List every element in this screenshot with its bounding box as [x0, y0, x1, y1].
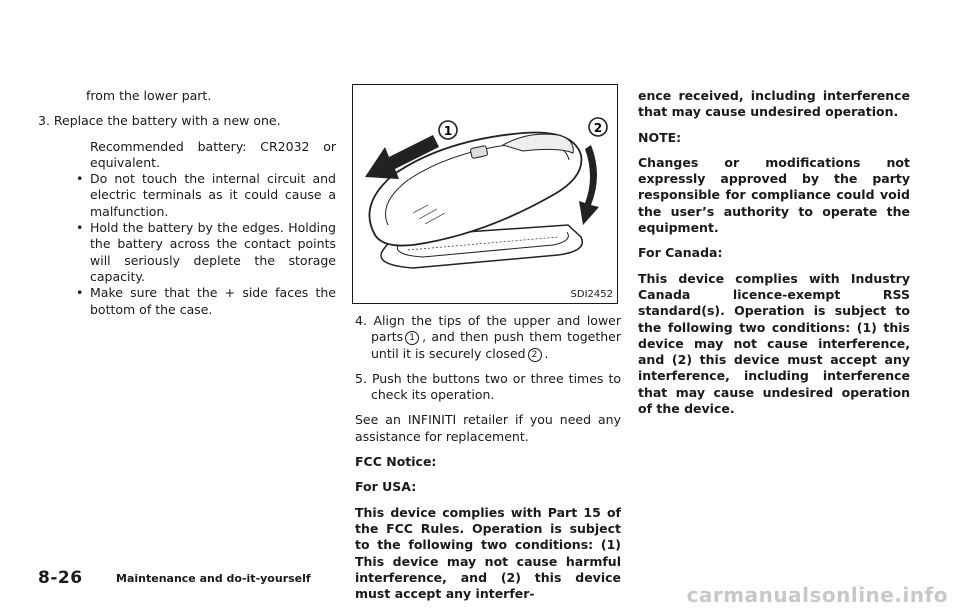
step-3: 3. Replace the battery with a new one.: [38, 113, 281, 129]
step-4-text-b: , and then push them together until it is securely closed: [371, 329, 621, 361]
step-5: 5. Push the buttons two or three times to check its operation.: [355, 370, 621, 403]
svg-text:1: 1: [443, 124, 453, 138]
section-title: Maintenance and do-it-yourself: [116, 572, 311, 585]
figure-code: SDI2452: [570, 289, 613, 300]
callout-2-icon: 2: [528, 348, 542, 362]
battery-case-illustration: [352, 84, 618, 304]
retailer-text: See an INFINITI retailer if you need any assistance for replacement.: [355, 412, 621, 444]
bullet-item: • Make sure that the + side faces the bottom of the case.: [38, 285, 336, 318]
step-4: [355, 313, 621, 362]
column-middle: [355, 313, 621, 602]
for-usa-heading: For USA:: [355, 479, 417, 495]
key-fob-drawing: [353, 85, 616, 285]
bullet-item: • Hold the battery by the edges. Holding the battery across the contact points will seriously deplete the storage capacity.: [38, 220, 336, 285]
page-number: 8-26: [38, 568, 83, 588]
continued-text: from the lower part.: [86, 88, 212, 103]
step-4-text-c: .: [544, 345, 549, 361]
callout-1-icon: [439, 121, 457, 139]
svg-text:2: 2: [593, 121, 603, 135]
fcc-notice-heading: FCC Notice:: [355, 454, 437, 470]
column-right: [638, 88, 910, 417]
column-left: [38, 88, 336, 318]
callout-1-icon: 1: [405, 331, 419, 345]
canada-compliance-text: This device complies with Industry Canada licence-exempt RSS standard(s). Operation is subject to the following two conditions: (1) this device may not cause interference, and (2) this device must accept any interference, including interference that may cause undesired operation of the device.: [638, 270, 910, 417]
step-4-text-a: 4. Align the tips of the upper and lower parts: [355, 313, 621, 345]
bullet-item: • Do not touch the internal circuit and electric terminals as it could cause a malfunction.: [38, 171, 336, 220]
recommended-battery: Recommended battery: CR2032 or equivalent.: [90, 138, 336, 170]
watermark: carmanualsonline.info: [686, 583, 948, 607]
for-canada-heading: For Canada:: [638, 245, 723, 261]
continued-compliance-text: ence received, including interference that may cause undesired operation.: [638, 88, 910, 120]
note-heading: NOTE:: [638, 129, 682, 145]
note-text: Changes or modifications not expressly approved by the party responsible for compliance could void the user’s authority to operate the equipment.: [638, 154, 910, 236]
callout-2-icon: [589, 118, 607, 136]
usa-compliance-text: This device complies with Part 15 of the FCC Rules. Operation is subject to the following two conditions: (1) This device may not cause harmful interference, and (2) this device must accept any interfer-: [355, 504, 621, 602]
